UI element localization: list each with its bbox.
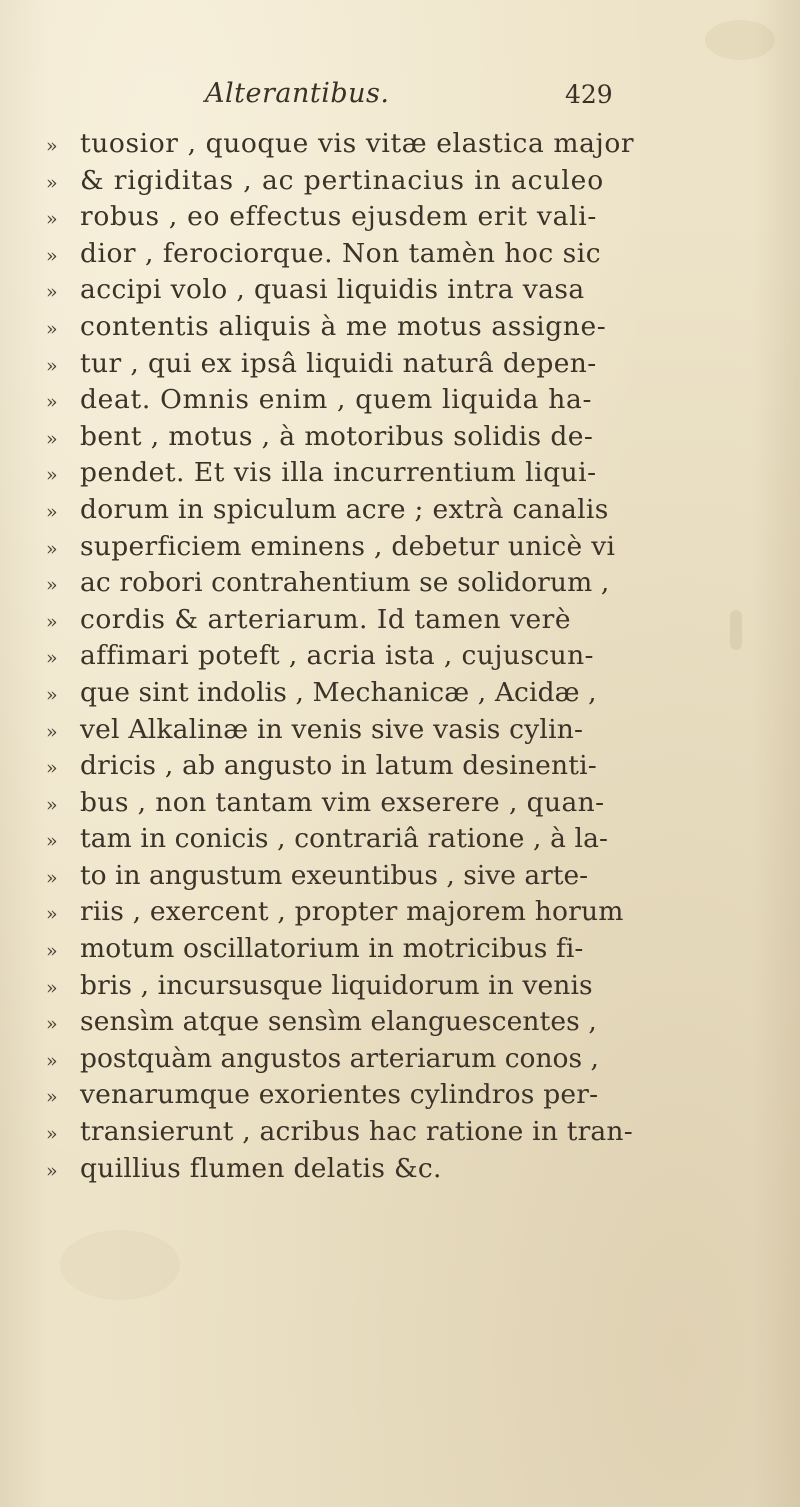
line-text: sensìm atque sensìm elanguescentes , [80,1006,597,1038]
text-line [46,455,786,492]
quotation-mark: » [46,135,58,157]
line-text: accipi volo , quasi liquidis intra vasa [80,274,585,306]
page-header [0,78,800,118]
quotation-mark: » [46,1159,58,1182]
page-number: 429 [565,80,613,109]
text-line [46,858,786,895]
line-text: deat. Omnis enim , quem liquida ha- [80,384,593,416]
line-text: robus , eo effectus ejusdem erit vali- [80,201,598,233]
text-line [46,1077,786,1114]
text-line [46,931,786,968]
text-line [46,236,786,273]
line-text: quillius flumen delatis &c. [80,1152,442,1184]
text-line [46,712,786,749]
line-text: tam in conicis , contrariâ ratione , à la- [80,823,609,855]
line-text: cordis & arteriarum. Id tamen verè [80,603,571,635]
text-line [46,748,786,785]
line-text: & rigiditas , ac pertinacius in aculeo [80,164,605,196]
line-text: venarumque exorientes cylindros per- [80,1079,599,1111]
text-line [46,1114,786,1151]
quotation-mark: » [46,574,58,597]
line-text: dior , ferociorque. Non tamèn hoc sic [80,237,602,269]
quotation-mark: » [46,317,58,340]
line-text: vel Alkalinæ in venis sive vasis cylin- [80,713,584,745]
line-text: riis , exercent , propter majorem horum [80,896,624,928]
quotation-mark: » [46,830,58,853]
running-title: Alterantibus. [205,78,390,109]
text-line [46,309,786,346]
quotation-mark: » [46,793,58,816]
line-text: superficiem eminens , debetur unicè vi [80,530,616,562]
quotation-mark: » [46,464,58,487]
text-line [46,529,786,566]
quotation-mark: » [46,281,58,304]
text-line [46,675,786,712]
quotation-mark: » [46,720,58,743]
text-line [46,821,786,858]
body-text [46,126,786,1187]
text-line [46,1004,786,1041]
quotation-mark: » [46,683,58,706]
quotation-mark: » [46,208,58,231]
text-line [46,565,786,602]
quotation-mark: » [46,244,58,267]
line-text: contentis aliquis à me motus assigne- [80,310,607,342]
line-text: bent , motus , à motoribus solidis de- [80,420,594,452]
quotation-mark: » [46,171,58,194]
quotation-mark: » [46,500,58,523]
quotation-mark: » [46,757,58,780]
text-line [46,272,786,309]
text-line [46,199,786,236]
quotation-mark: » [46,537,58,560]
quotation-mark: » [46,940,58,963]
line-text: bus , non tantam vim exserere , quan- [80,786,605,818]
text-line [46,382,786,419]
text-line [46,163,786,200]
line-text: postquàm angustos arteriarum conos , [80,1042,599,1074]
line-text: pendet. Et vis illa incurrentium liqui- [80,457,597,489]
text-line [46,1041,786,1078]
text-line [46,785,786,822]
line-text: motum oscillatorium in motricibus fi- [80,933,584,965]
text-line [46,126,786,163]
line-text: tuosior , quoque vis vitæ elastica major [80,128,635,159]
line-text: bris , incursusque liquidorum in venis [80,969,593,1001]
line-text: dricis , ab angusto in latum desinenti- [80,750,597,782]
line-text: transierunt , acribus hac ratione in tran- [80,1116,633,1148]
quotation-mark: » [46,1123,58,1146]
quotation-mark: » [46,391,58,414]
text-line [46,638,786,675]
quotation-mark: » [46,1013,58,1036]
quotation-mark: » [46,1049,58,1072]
text-line [46,602,786,639]
quotation-mark: » [46,354,58,377]
quotation-mark: » [46,976,58,999]
text-line [46,968,786,1005]
quotation-mark: » [46,903,58,926]
text-line [46,346,786,383]
line-text: que sint indolis , Mechanicæ , Acidæ , [80,676,597,708]
quotation-mark: » [46,1086,58,1109]
quotation-mark: » [46,610,58,633]
quotation-mark: » [46,647,58,670]
text-line [46,492,786,529]
line-text: dorum in spiculum acre ; extrà canalis [80,493,609,525]
quotation-mark: » [46,866,58,889]
text-line [46,894,786,931]
line-text: ac robori contrahentium se solidorum , [80,567,610,599]
text-line [46,419,786,456]
text-line [46,1151,786,1188]
line-text: tur , qui ex ipsâ liquidi naturâ depen- [80,347,597,379]
line-text: to in angustum exeuntibus , sive arte- [80,859,589,891]
quotation-mark: » [46,427,58,450]
line-text: affimari poteft , acria ista , cujuscun- [80,640,594,672]
